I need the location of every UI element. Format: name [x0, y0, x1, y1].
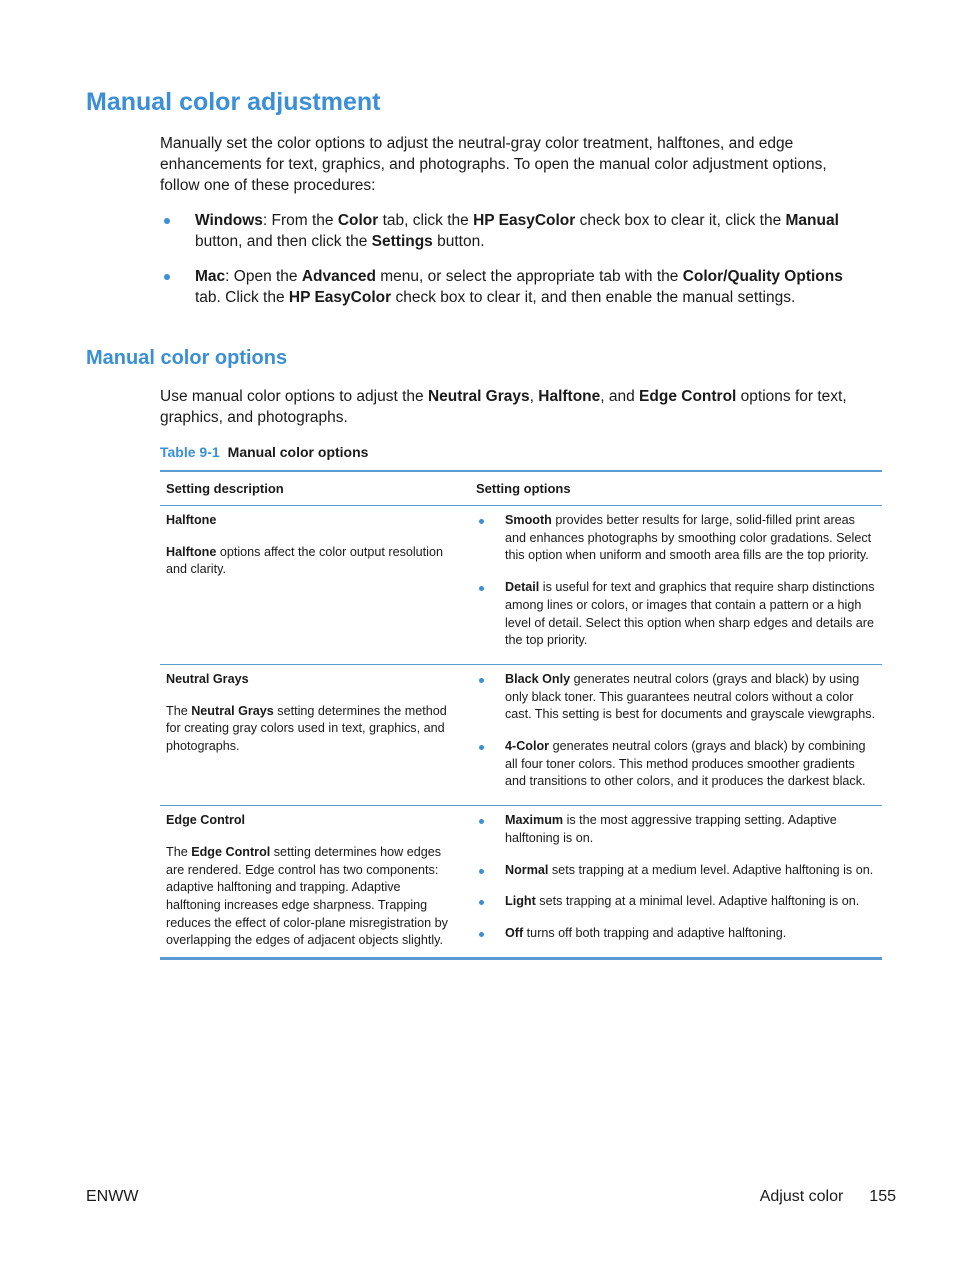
bullet-icon — [479, 869, 484, 874]
row-title: Neutral Grays — [166, 671, 249, 686]
option-item: Off turns off both trapping and adaptive halftoning. — [476, 925, 876, 943]
footer-page-info — [760, 1188, 896, 1206]
table-row-halftone — [160, 506, 882, 665]
description-cell — [160, 806, 470, 957]
column-header-options: Setting options — [476, 480, 571, 496]
description-cell — [160, 665, 470, 805]
bullet-icon — [479, 519, 484, 524]
options-intro-paragraph: Use manual color options to adjust the Neutral Grays, Halftone, and Edge Control options for text, graphics, and photographs. — [160, 388, 847, 426]
bullet-icon — [479, 932, 484, 937]
option-item: Light sets trapping at a minimal level. Adaptive halftoning is on. — [476, 893, 876, 911]
manual-color-options-table — [160, 470, 882, 960]
table-row-neutral-grays — [160, 665, 882, 806]
bullet-icon — [479, 678, 484, 683]
table-title: Manual color options — [227, 444, 369, 460]
table-caption — [160, 444, 368, 460]
options-cell — [470, 665, 882, 805]
page-number: 155 — [869, 1188, 896, 1205]
option-item: Smooth provides better results for large, solid-filled print areas and enhances photographs by smoothing color gradations. Select this option when uniform and smooth area fills are the top priority. — [476, 512, 876, 565]
procedure-windows: Windows: From the Color tab, click the HP EasyColor check box to clear it, click the Manual button, and then click the Settings button. — [160, 210, 850, 252]
option-item: Normal sets trapping at a medium level. Adaptive halftoning is on. — [476, 862, 876, 880]
option-item: 4-Color generates neutral colors (grays and black) by combining all four toner colors. This method produces smoother gradients and transitions to other colors, and it produces the darkest black. — [476, 738, 876, 791]
row-title: Edge Control — [166, 813, 246, 828]
footer-doc-code: ENWW — [86, 1188, 139, 1205]
row-description: Halftone options affect the color output resolution and clarity. — [166, 544, 443, 577]
option-item: Black Only generates neutral colors (grays and black) by using only black toner. This guarantees neutral colors without a color cast. This setting is best for documents and grayscale viewgraphs. — [476, 671, 876, 724]
options-cell — [470, 506, 882, 664]
bullet-icon — [164, 218, 170, 224]
options-cell — [470, 806, 882, 957]
bullet-icon — [479, 745, 484, 750]
table-number: Table 9-1 — [160, 444, 220, 460]
page-title: Manual color adjustment — [86, 88, 381, 116]
section-heading: Manual color options — [86, 347, 288, 369]
description-cell — [160, 506, 470, 664]
option-item: Detail is useful for text and graphics that require sharp distinctions among lines or colors, or images that contain a pattern or a high level of detail. Select this option when sharp edges and details are the top priority. — [476, 579, 876, 650]
row-description: The Edge Control setting determines how edges are rendered. Edge control has two components: adaptive halftoning and trapping. Adaptive halftoning increases edge sharpness. Trapping reduces the effect of color-plane misregistration by overlapping the edges of adjacent objects slightly. — [166, 844, 448, 948]
procedure-mac: Mac: Open the Advanced menu, or select the appropriate tab with the Color/Quality Options tab. Click the HP EasyColor check box to clear it, and then enable the manual settings. — [160, 266, 850, 308]
column-header-description: Setting description — [166, 480, 284, 496]
intro-paragraph: Manually set the color options to adjust the neutral-gray color treatment, halftones, and edge enhancements for text, graphics, and photographs. To open the manual color adjustment options, follow one of these procedures: — [160, 135, 827, 194]
bullet-icon — [479, 819, 484, 824]
bullet-icon — [479, 586, 484, 591]
procedure-list — [160, 210, 850, 322]
table-row-edge-control — [160, 806, 882, 957]
bullet-icon — [479, 900, 484, 905]
footer-section: Adjust color — [759, 1188, 844, 1205]
row-description: The Neutral Grays setting determines the method for creating gray colors used in text, graphics, and photographs. — [166, 703, 447, 754]
table-header — [160, 472, 882, 506]
option-item: Maximum is the most aggressive trapping setting. Adaptive halftoning is on. — [476, 812, 876, 847]
bullet-icon — [164, 274, 170, 280]
row-title: Halftone — [166, 513, 217, 527]
